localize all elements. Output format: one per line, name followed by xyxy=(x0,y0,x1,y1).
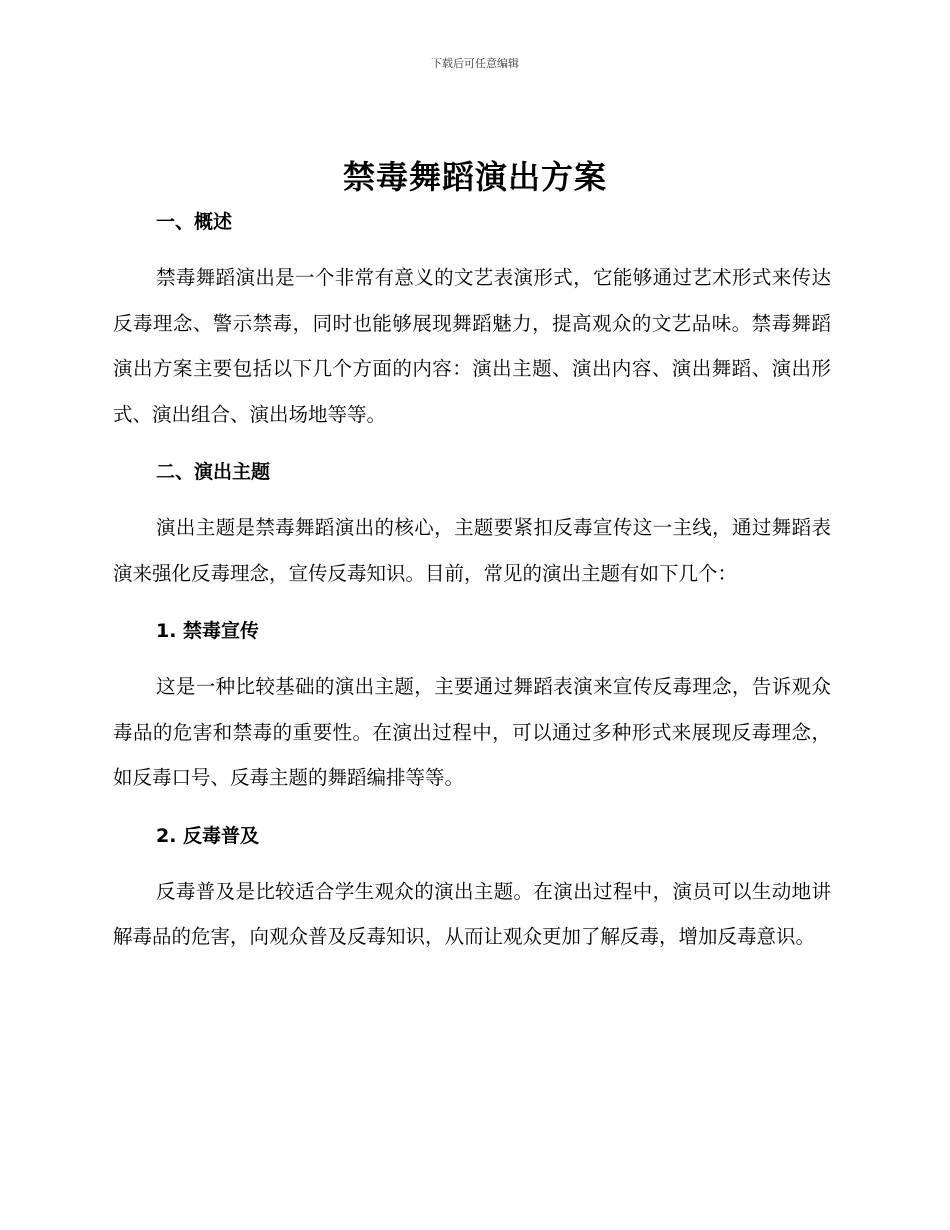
section-anti-drug-popularization xyxy=(113,819,831,960)
section-paragraph: 反毒普及是比较适合学生观众的演出主题。在演出过程中，演员可以生动地讲解毒品的危害，向观众普及反毒知识，从而让观众更加了解反毒，增加反毒意识。 xyxy=(113,879,831,948)
section-paragraph: 演出主题是禁毒舞蹈演出的核心，主题要紧扣反毒宣传这一主线，通过舞蹈表演来强化反毒理念，宣传反毒知识。目前，常见的演出主题有如下几个： xyxy=(113,516,831,585)
section-heading: 二、演出主题 xyxy=(156,461,271,483)
document-title: 禁毒舞蹈演出方案 xyxy=(342,158,607,196)
header-note: 下载后可任意编辑 xyxy=(431,57,519,70)
section-paragraph: 禁毒舞蹈演出是一个非常有意义的文艺表演形式，它能够通过艺术形式来传达反毒理念、警示禁毒，同时也能够展现舞蹈魅力，提高观众的文艺品味。禁毒舞蹈演出方案主要包括以下几个方面的内容：演出主题、演出内容、演出舞蹈、演出形式、演出组合、演出场地等等。 xyxy=(113,266,831,426)
section-heading: 一、概述 xyxy=(156,211,233,233)
section-anti-drug-propaganda xyxy=(113,614,831,819)
section-theme xyxy=(113,455,831,614)
section-heading: 2. 反毒普及 xyxy=(156,824,260,847)
section-heading: 1. 禁毒宣传 xyxy=(156,620,260,642)
section-overview xyxy=(113,205,831,455)
document-body xyxy=(113,205,831,960)
section-paragraph: 这是一种比较基础的演出主题，主要通过舞蹈表演来宣传反毒理念，告诉观众毒品的危害和禁毒的重要性。在演出过程中，可以通过多种形式来展现反毒理念，如反毒口号、反毒主题的舞蹈编排等等。 xyxy=(113,675,831,789)
